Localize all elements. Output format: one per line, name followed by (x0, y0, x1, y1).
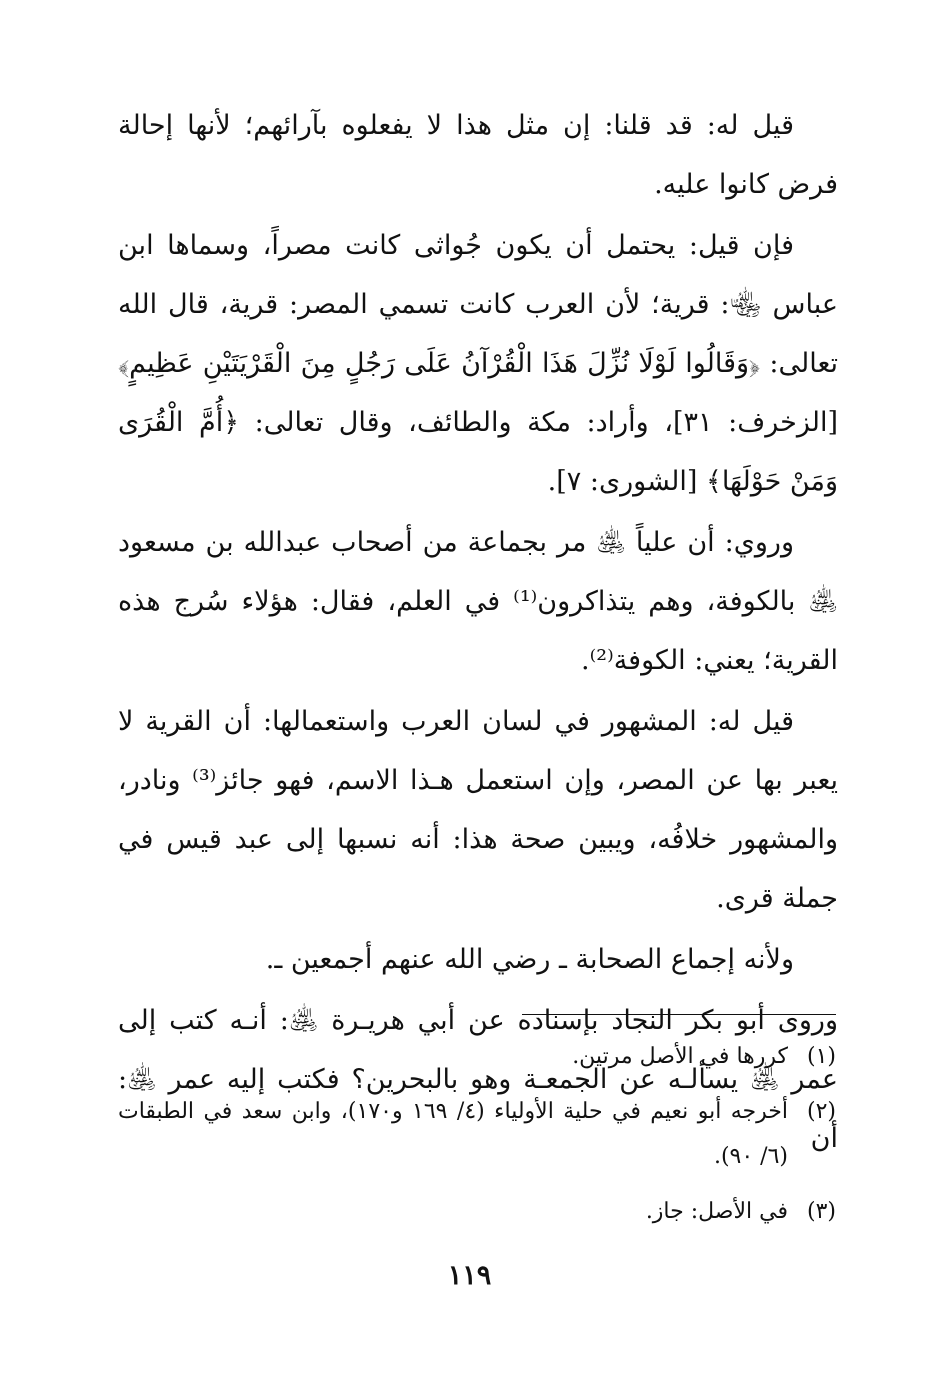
footnote-1 (118, 1034, 836, 1079)
footnote-divider (522, 1014, 836, 1015)
footnote-text: كررها في الأصل مرتين. (572, 1044, 788, 1069)
paragraph-6: وروى أبو بكر النجاد بإسناده عن أبي هريـرة ﵁: أنـه كتب إلى عمر ﵁ يسألـه عن الجمعـة وهو بالبحرين؟ فكتب إليه عمر ﵁: أن (118, 1005, 838, 1154)
page-number: ١١٩ (447, 1260, 492, 1291)
footnote-text: في الأصل: جاز. (645, 1199, 788, 1224)
footnote-text: أخرجه أبو نعيم في حلية الأولياء (٤/ ١٦٩ و١٧٠)، وابن سعد في الطبقات (٦/ ٩٠). (118, 1099, 788, 1169)
paragraph-4: قيل له: المشهور في لسان العرب واستعمالها: أن القرية لا يعبر بها عن المصر، وإن استعمل هـذا الاسم، فهو جائز⁽³⁾ ونادر، والمشهور خلافُه، ويبين صحة هذا: أنه نسبها إلى عبد قيس في جملة قرى. (118, 706, 838, 914)
footnote-number: (١) (806, 1044, 836, 1069)
main-text (118, 96, 838, 1170)
paragraph-2: فإن قيل: يحتمل أن يكون جُواثى كانت مصراً، وسماها ابن عباس ﵄: قرية؛ لأن العرب كانت تسمي المصر: قرية، قال الله تعالى: ﴿وَقَالُوا لَوْلَا نُزِّلَ هَذَا الْقُرْآنُ عَلَى رَجُلٍ مِنَ الْقَرْيَتَيْنِ عَظِيمٍ﴾ [الزخرف: ٣١]، وأراد: مكة والطائف، وقال تعالى: ﴿أُمَّ الْقُرَى وَمَنْ حَوْلَهَا﴾ [الشورى: ٧]. (118, 230, 838, 497)
footnote-3 (118, 1189, 836, 1234)
paragraph-5: ولأنه إجماع الصحابة ـ رضي الله عنهم أجمعين ـ. (265, 944, 794, 975)
paragraph-3: وروي: أن علياً ﵁ مر بجماعة من أصحاب عبدالله بن مسعود ﵁ بالكوفة، وهم يتذاكرون⁽¹⁾ في العلم، فقال: هؤلاء سُرج هذه القرية؛ يعني: الكوفة⁽²⁾. (118, 527, 838, 676)
paragraph-1: قيل له: قد قلنا: إن مثل هذا لا يفعلوه بآرائهم؛ لأنها إحالة فرض كانوا عليه. (118, 110, 838, 200)
footnote-2 (118, 1089, 836, 1179)
footnote-number: (٢) (806, 1099, 836, 1124)
footnote-number: (٣) (806, 1199, 836, 1224)
footnotes (118, 1034, 836, 1244)
